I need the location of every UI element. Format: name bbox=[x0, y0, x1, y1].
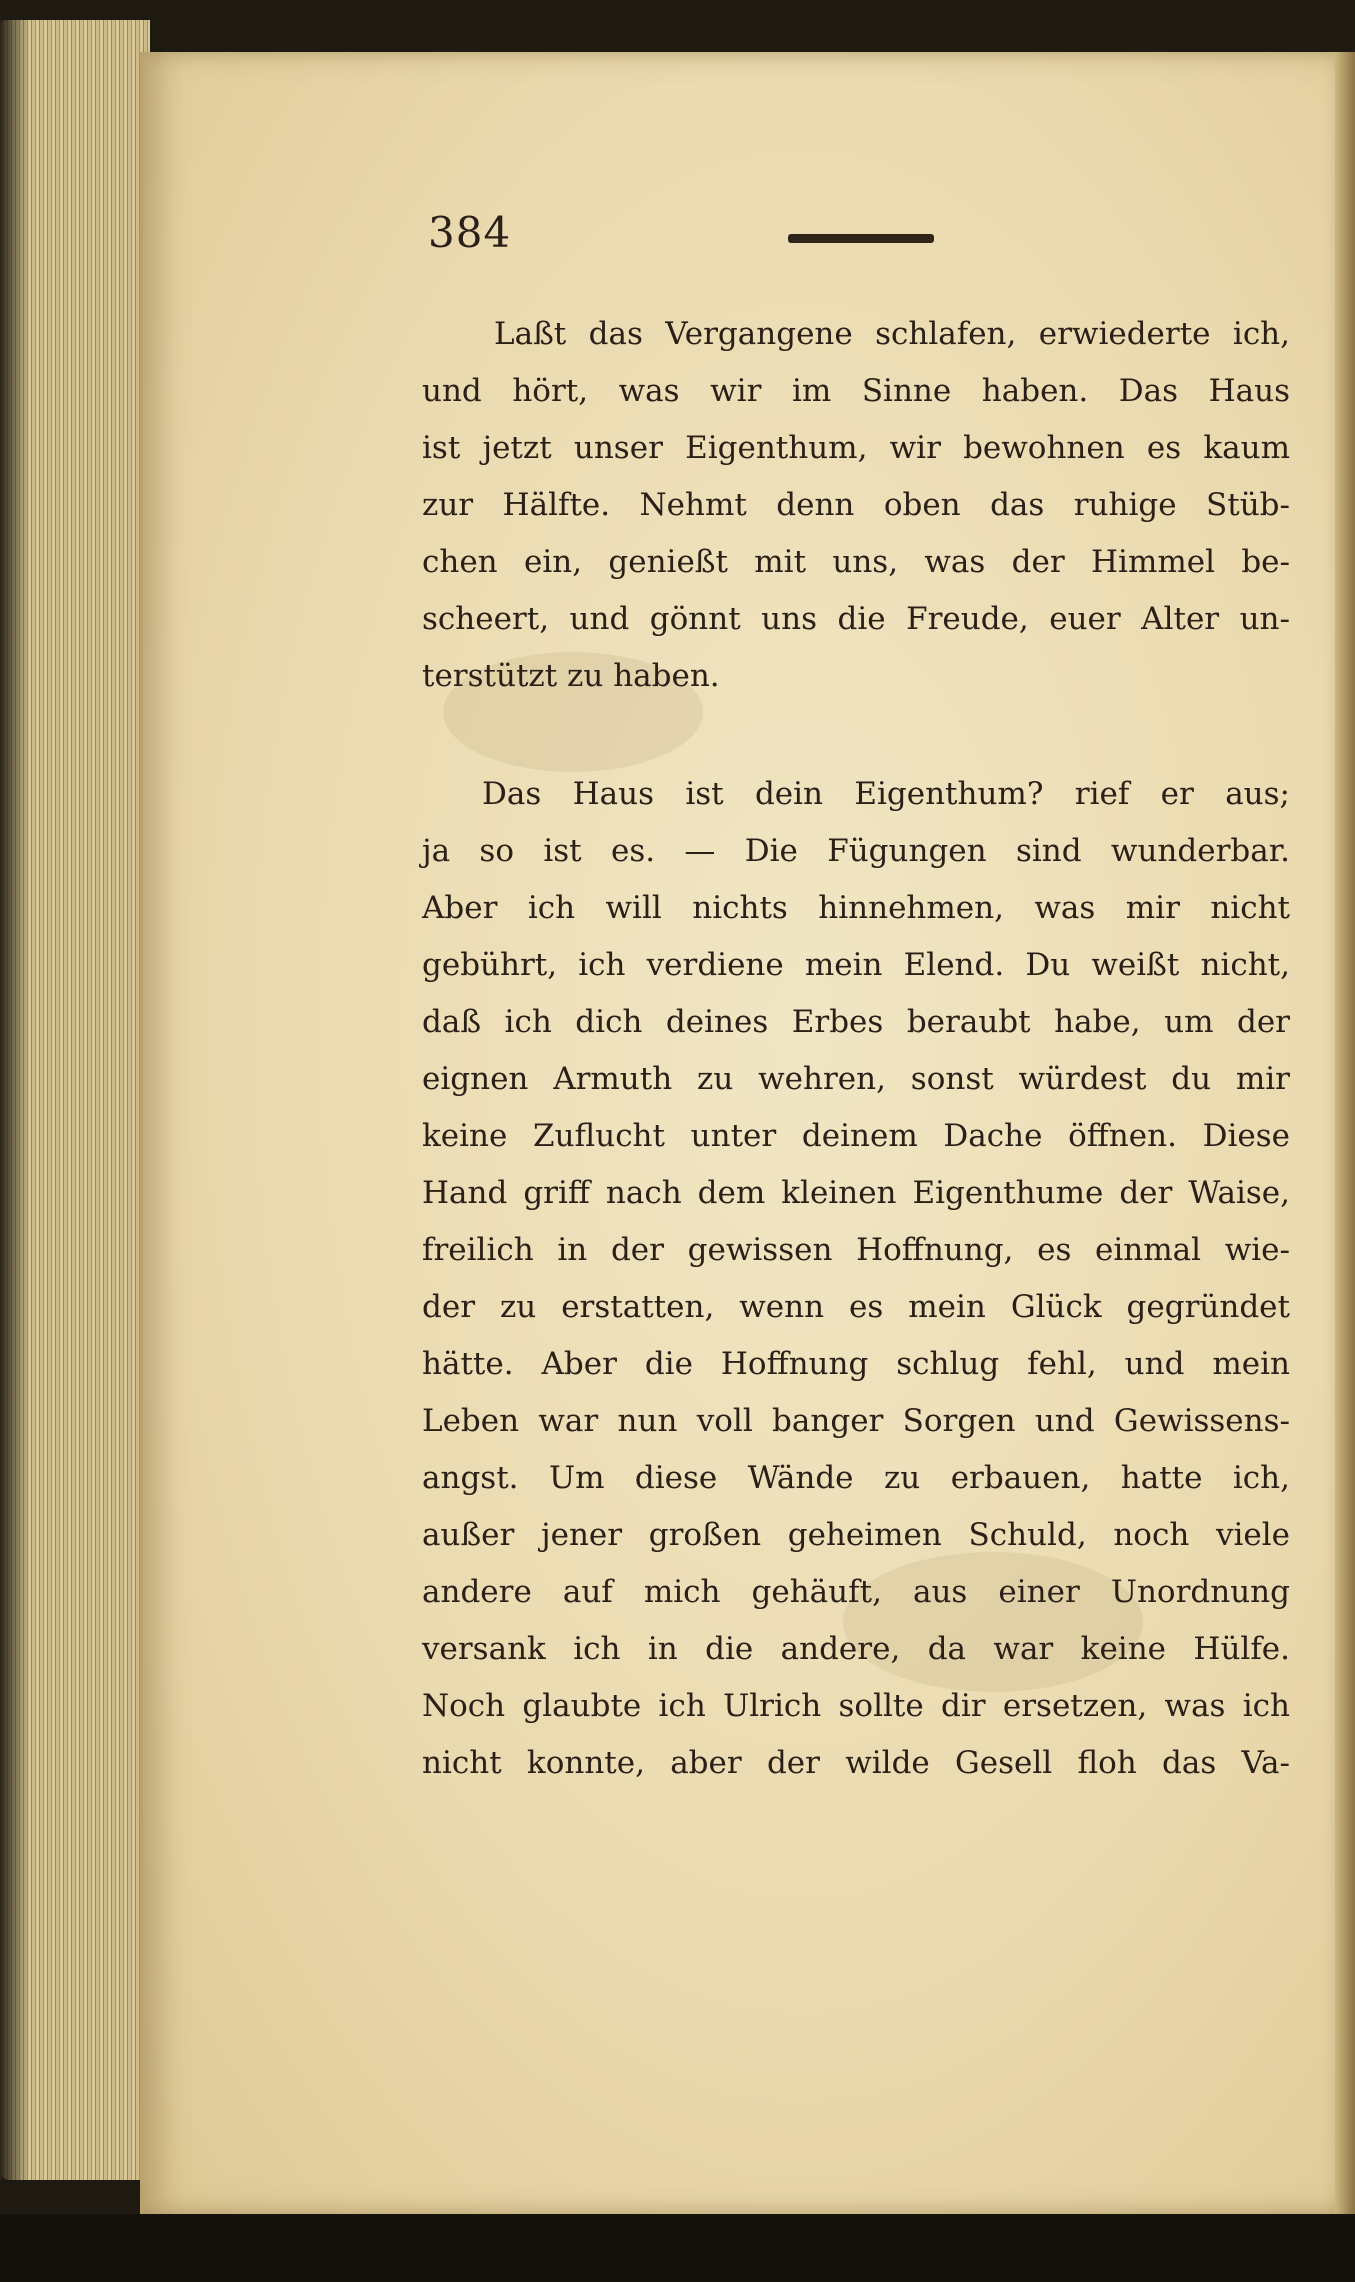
text-line: angst. Um diese Wände zu erbauen, hatte ich, bbox=[422, 1460, 1290, 1496]
text-line: zur Hälfte. Nehmt denn oben das ruhige Stüb- bbox=[422, 487, 1290, 523]
text-line: keine Zuflucht unter deinem Dache öffnen. Diese bbox=[422, 1118, 1290, 1154]
text-line: Noch glaubte ich Ulrich sollte dir ersetzen, was ich bbox=[422, 1688, 1290, 1724]
text-line: Laßt das Vergangene schlafen, erwiederte ich, bbox=[494, 316, 1290, 352]
text-line: nicht konnte, aber der wilde Gesell floh das Va- bbox=[422, 1745, 1290, 1781]
text-line: scheert, und gönnt uns die Freude, euer Alter un- bbox=[422, 601, 1290, 637]
text-line: andere auf mich gehäuft, aus einer Unordnung bbox=[422, 1574, 1290, 1610]
paragraph-1 bbox=[422, 306, 1290, 705]
text-line: versank ich in die andere, da war keine Hülfe. bbox=[422, 1631, 1290, 1667]
text-line: und hört, was wir im Sinne haben. Das Haus bbox=[422, 373, 1290, 409]
binding-shadow bbox=[0, 20, 30, 2180]
scan-background bbox=[0, 2214, 1355, 2282]
paragraph-2 bbox=[422, 766, 1290, 1792]
page-right-edge bbox=[1335, 52, 1355, 2214]
text-line: hätte. Aber die Hoffnung schlug fehl, und mein bbox=[422, 1346, 1290, 1382]
text-line: terstützt zu haben. bbox=[422, 658, 720, 694]
page-number: 384 bbox=[428, 208, 512, 257]
text-line: freilich in der gewissen Hoffnung, es einmal wie- bbox=[422, 1232, 1290, 1268]
text-line: Aber ich will nichts hinnehmen, was mir nicht bbox=[422, 890, 1290, 926]
text-line: ist jetzt unser Eigenthum, wir bewohnen es kaum bbox=[422, 430, 1290, 466]
text-line: außer jener großen geheimen Schuld, noch viele bbox=[422, 1517, 1290, 1553]
text-line: chen ein, genießt mit uns, was der Himmel be- bbox=[422, 544, 1290, 580]
text-line: ja so ist es. — Die Fügungen sind wunderbar. bbox=[422, 833, 1290, 869]
text-line: der zu erstatten, wenn es mein Glück gegründet bbox=[422, 1289, 1290, 1325]
text-line: Leben war nun voll banger Sorgen und Gewissens- bbox=[422, 1403, 1290, 1439]
text-line: eignen Armuth zu wehren, sonst würdest du mir bbox=[422, 1061, 1290, 1097]
text-line: daß ich dich deines Erbes beraubt habe, um der bbox=[422, 1004, 1290, 1040]
text-line: Das Haus ist dein Eigenthum? rief er aus; bbox=[482, 776, 1290, 812]
header-rule bbox=[788, 234, 934, 243]
text-line: gebührt, ich verdiene mein Elend. Du weißt nicht, bbox=[422, 947, 1290, 983]
text-line: Hand griff nach dem kleinen Eigenthume der Waise, bbox=[422, 1175, 1290, 1211]
